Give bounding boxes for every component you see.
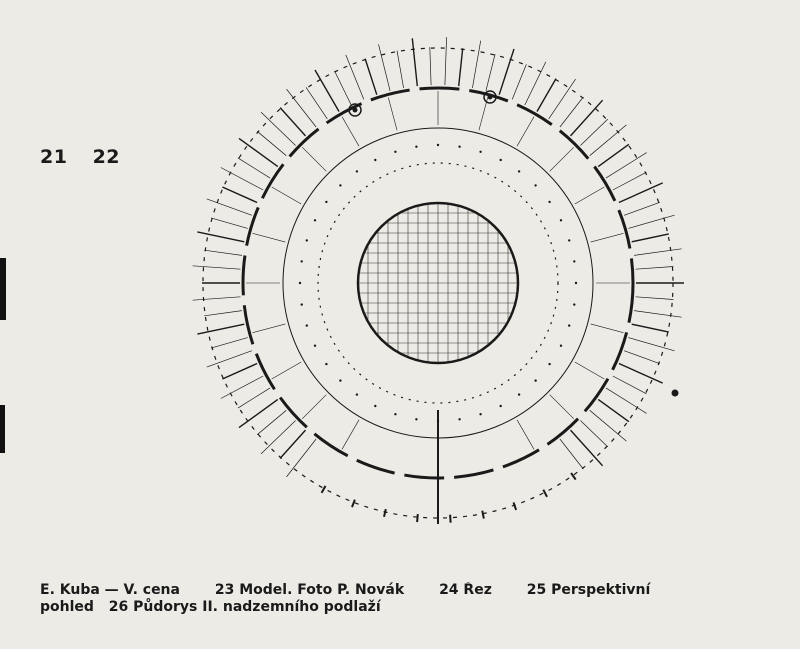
- column-dot: [500, 405, 502, 407]
- outer-tick: [384, 509, 386, 517]
- room-partition: [499, 49, 514, 95]
- room-partition: [412, 38, 417, 86]
- column-dot: [314, 219, 316, 221]
- column-dot: [573, 260, 575, 262]
- column-dot: [548, 363, 550, 365]
- outer-tick: [482, 511, 484, 519]
- caption-author: E. Kuba — V. cena: [40, 582, 180, 598]
- outer-tick: [352, 500, 355, 508]
- room-partition: [197, 232, 244, 242]
- column-dot: [306, 239, 308, 241]
- room-partition: [306, 87, 327, 119]
- room-partition: [537, 79, 556, 112]
- room-partition: [619, 183, 663, 203]
- caption-item-26: 26 Půdorys II. nadzemního podlaží: [108, 599, 381, 615]
- column-dot: [394, 413, 396, 415]
- room-partition: [624, 202, 660, 215]
- ring-partition: [517, 117, 534, 147]
- caption-item-25: 25 Perspektivní: [526, 582, 651, 598]
- caption-item-24: 24 Řez: [439, 582, 492, 598]
- ring-partition: [302, 147, 326, 171]
- ring-partition: [575, 362, 605, 379]
- room-partition: [287, 89, 317, 127]
- room-partition: [525, 62, 546, 105]
- outer-tick: [450, 515, 451, 523]
- room-partition: [636, 267, 674, 270]
- column-dot: [560, 345, 562, 347]
- ring-partition: [253, 324, 286, 333]
- column-dot: [458, 418, 460, 420]
- room-partition: [222, 364, 257, 380]
- column-dot: [299, 282, 301, 284]
- room-partition: [280, 108, 305, 136]
- room-partition: [346, 55, 364, 100]
- column-dot: [479, 151, 481, 153]
- column-dot: [325, 201, 327, 203]
- column-dot: [301, 260, 303, 262]
- room-partition: [560, 97, 583, 127]
- room-partition: [571, 100, 603, 136]
- column-dot: [458, 146, 460, 148]
- room-partition: [238, 388, 270, 408]
- room-partition: [634, 311, 682, 318]
- column-dot: [534, 184, 536, 186]
- caption-continuation: pohled: [40, 599, 94, 615]
- room-partition: [598, 399, 629, 421]
- room-partition: [628, 338, 674, 351]
- room-partition: [238, 158, 270, 178]
- room-partition: [590, 125, 627, 156]
- room-partition: [430, 47, 431, 85]
- column-dot: [394, 151, 396, 153]
- column-dot: [575, 282, 577, 284]
- room-partition: [624, 351, 660, 364]
- caption-line-1: [40, 582, 800, 599]
- column-dot: [479, 413, 481, 415]
- room-partition: [619, 364, 663, 384]
- ink-dot: [672, 390, 678, 396]
- room-partition: [632, 324, 669, 332]
- column-dot: [437, 144, 439, 146]
- room-partition: [459, 48, 463, 86]
- room-partition: [193, 297, 241, 300]
- column-dot: [518, 393, 520, 395]
- ring-partition: [388, 98, 397, 131]
- column-dot: [301, 303, 303, 305]
- column-dot: [374, 405, 376, 407]
- room-partition: [571, 430, 603, 466]
- ring-partition: [550, 147, 574, 171]
- ring-partition: [302, 395, 326, 419]
- room-partition: [193, 266, 241, 269]
- column-dot: [534, 379, 536, 381]
- column-dot: [573, 303, 575, 305]
- caption-line-2: [40, 599, 800, 616]
- ring-partition: [342, 420, 359, 450]
- column-dot: [548, 201, 550, 203]
- room-partition: [222, 187, 257, 203]
- column-dot: [568, 324, 570, 326]
- column-dot: [356, 170, 358, 172]
- room-partition: [207, 199, 252, 215]
- ring-partition: [575, 187, 605, 204]
- room-partition: [472, 41, 480, 88]
- ring-partition: [253, 233, 286, 242]
- figure-caption: [40, 582, 800, 616]
- column-dot: [415, 418, 417, 420]
- room-partition: [211, 338, 248, 349]
- room-partition: [613, 376, 647, 394]
- room-partition: [486, 54, 495, 91]
- room-partition: [204, 250, 242, 255]
- ring-partition: [517, 420, 534, 450]
- ring-partition: [591, 233, 624, 242]
- ring-partition: [550, 395, 574, 419]
- outer-tick: [543, 490, 547, 497]
- column-dot: [306, 324, 308, 326]
- column-dot: [356, 393, 358, 395]
- room-partition: [287, 439, 317, 477]
- column-dot: [339, 184, 341, 186]
- room-partition: [512, 64, 526, 99]
- outer-tick: [417, 514, 418, 522]
- column-dot: [518, 170, 520, 172]
- room-partition: [257, 131, 286, 155]
- column-symbol: [488, 95, 492, 99]
- room-partition: [580, 119, 607, 145]
- room-partition: [257, 410, 286, 434]
- room-partition: [365, 59, 377, 95]
- room-partition: [628, 215, 674, 228]
- room-partition: [204, 311, 242, 316]
- room-partition: [397, 51, 404, 88]
- ring-partition: [272, 187, 302, 204]
- ring-partition: [342, 117, 359, 147]
- column-dot: [500, 159, 502, 161]
- figure-number-22: 22: [92, 146, 121, 168]
- room-partition: [634, 249, 682, 256]
- room-partition: [580, 421, 607, 447]
- ring-partition: [479, 98, 488, 131]
- room-partition: [261, 112, 296, 145]
- column-dot: [339, 379, 341, 381]
- room-partition: [636, 297, 674, 300]
- room-partition: [613, 172, 647, 190]
- room-partition: [379, 44, 391, 91]
- room-partition: [335, 71, 352, 105]
- ring-partition: [591, 324, 624, 333]
- column-dot: [314, 345, 316, 347]
- room-partition: [560, 439, 583, 469]
- room-partition: [632, 234, 669, 242]
- room-partition: [590, 410, 627, 441]
- figure-number-21: 21: [40, 146, 68, 168]
- column-dot: [568, 239, 570, 241]
- column-dot: [415, 146, 417, 148]
- column-dot: [374, 159, 376, 161]
- room-partition: [211, 218, 248, 229]
- room-partition: [280, 430, 305, 458]
- column-dot: [560, 219, 562, 221]
- ring-partition: [272, 362, 302, 379]
- room-partition: [221, 168, 263, 191]
- caption-item-23: 23 Model. Foto P. Novák: [214, 582, 405, 598]
- room-partition: [261, 421, 296, 454]
- column-dot: [437, 420, 439, 422]
- room-partition: [197, 324, 244, 334]
- column-dot: [325, 363, 327, 365]
- column-symbol: [353, 108, 357, 112]
- room-partition: [207, 351, 252, 367]
- room-partition: [598, 144, 629, 166]
- room-partition: [445, 37, 447, 85]
- outer-tick: [514, 502, 517, 510]
